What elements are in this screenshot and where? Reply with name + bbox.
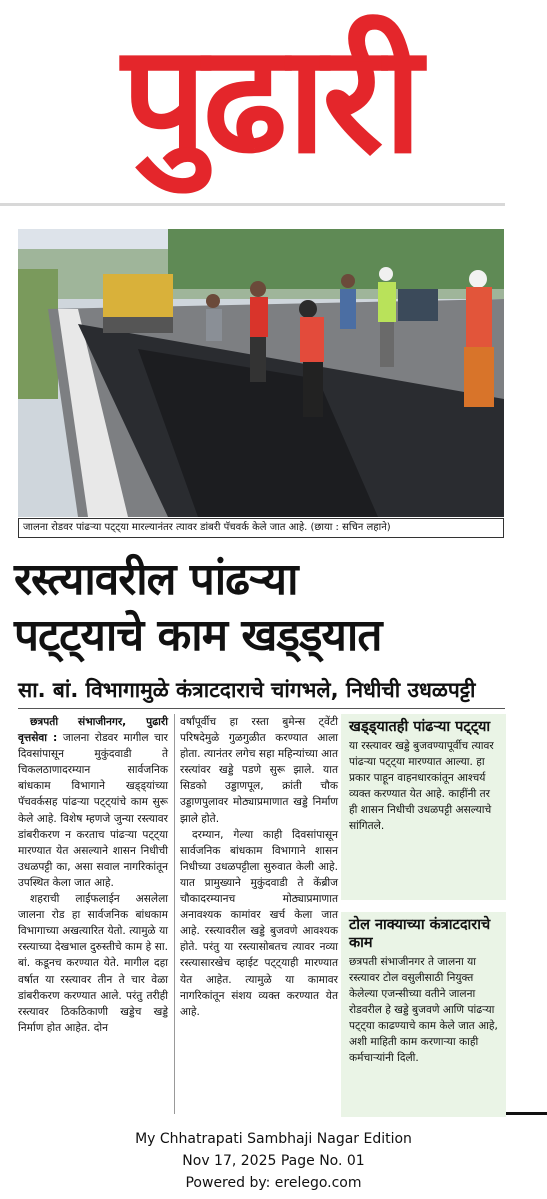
sidebar-1-heading: खड्ड्यातही पांढऱ्या पट्ट्या	[349, 719, 491, 735]
column-divider	[174, 714, 175, 1114]
sub-headline: सा. बां. विभागामुळे कंत्राटदाराचे चांगभले, निधीची उधळपट्टी	[18, 678, 476, 702]
corner-rule	[506, 1112, 547, 1115]
sidebar-2-body: छत्रपती संभाजीनगर ते जालना या रस्त्यावर टोल वसुलीसाठी नियुक्त केलेल्या एजन्सीच्या वतीने जालना रोडवरील हे खड्डे बुजवणे आणि पांढऱ्या पट्ट्या काढण्याचे काम केले जात आहे, अशी माहिती काम करणाऱ्या काही कर्मचाऱ्यांनी दिली.	[349, 956, 498, 1064]
sidebar-1-body: या रस्त्यावर खड्डे बुजवण्यापूर्वीच त्यावर पांढऱ्या पट्ट्या मारण्यात आल्या. हा प्रकार पाहून वाहनधारकांतून आश्चर्य व्यक्त करण्यात येत आहे. काहींनी तर ही शासन निधीची उधळपट्टी असल्याचे सांगितले.	[349, 740, 494, 832]
sidebar-box-1	[341, 714, 506, 900]
headline-line-1: रस्त्यावरील पांढऱ्या	[14, 554, 298, 605]
headline	[14, 552, 509, 664]
photo-caption: जालना रोडवर पांढऱ्या पट्ट्या मारल्यानंतर त्यावर डांबरी पॅचवर्क केले जात आहे. (छाया : सचिन लहाने)	[18, 518, 504, 538]
masthead-logo	[60, 6, 480, 194]
article-column-1	[18, 714, 168, 1036]
powered-by: Powered by: erelego.com	[185, 1175, 362, 1191]
masthead-rule	[0, 203, 505, 206]
article-column-2	[180, 714, 338, 1020]
sidebar-box-2	[341, 912, 506, 1117]
news-photo	[18, 229, 504, 517]
road-work-illustration	[18, 229, 504, 517]
article-paragraph-3: वर्षांपूर्वीच हा रस्ता बुमेन्स ट्वेंटी परिषदेमुळे गुळगुळीत करण्यात आला होता. त्यानंतर लगेच सहा महिन्यांच्या आत रस्त्यांवर खड्डे पडणे सुरू झाले. यात सिडको उड्डाणपूल, क्रांती चौक उड्डाणपुलावर मोठ्याप्रमाणात खड्डे निर्माण झाले होते.	[180, 716, 338, 825]
article-paragraph-2: शहराची लाईफलाईन असलेला जालना रोड हा सार्वजनिक बांधकाम विभागाच्या अखत्यारित येतो. त्यामुळे या रस्त्याच्या देखभाल दुरुस्तीचे काम हे सा. बां. कडूनच करण्यात येते. मागील दहा वर्षात या रस्त्यावर तीन ते चार वेळा डांबरीकरण करण्यात आले. परंतु तरीही रस्त्यावर ठिकठिकाणी खड्डेच खड्डे निर्माण होत आहेत. दोन	[18, 893, 168, 1034]
edition-footer	[0, 1128, 547, 1194]
edition-date-page: Nov 17, 2025 Page No. 01	[182, 1153, 365, 1169]
sidebar-2-heading: टोल नाक्याच्या कंत्राटदाराचे काम	[349, 917, 491, 951]
article-paragraph-1: जालना रोडवर मागील चार दिवसांपासून मुकुंदवाडी ते चिकलठाणादरम्यान सार्वजनिक बांधकाम विभागाने खड्ड्यांच्या पॅचवर्कसह पांढऱ्या पट्ट्यांचे काम सुरू केले आहे. विशेष म्हणजे जुन्या रस्त्यावर डांबरीकरण न करताच पांढऱ्या पट्ट्या मारण्यात येत असल्याने शासन निधीची उधळपट्टी का, असा सवाल नागरिकांतून उपस्थित केला जात आहे.	[18, 732, 168, 889]
edition-name: My Chhatrapati Sambhaji Nagar Edition	[135, 1131, 412, 1147]
article-paragraph-4: दरम्यान, गेल्या काही दिवसांपासून सार्वजनिक बांधकाम विभागाने शासन निधीच्या उधळपट्टीला सुरुवात केली आहे. यात प्रामुख्याने मुकुंदवाडी ते केंब्रीज चौकादरम्यानच मोठ्याप्रमाणात अनावश्यक कामांवर खर्च केला जात आहे. रस्त्यावरील खड्डे बुजवणे आवश्यक होते. परंतु या रस्त्यासोबतच त्यावर नव्या रस्त्यासारखेच व्हाईट पट्ट्याही मारण्यात येत आहेत. त्यामुळे या कामावर नागरिकांतून संशय व्यक्त करण्यात येत आहे.	[180, 828, 338, 1018]
dateline: छत्रपती संभाजीनगर, पुढारी वृत्तसेवा :	[18, 716, 168, 745]
headline-line-2: पट्ट्याचे काम खड्ड्यात	[14, 610, 382, 661]
deck-divider	[18, 708, 505, 709]
masthead-title: पुढारी	[121, 13, 419, 187]
